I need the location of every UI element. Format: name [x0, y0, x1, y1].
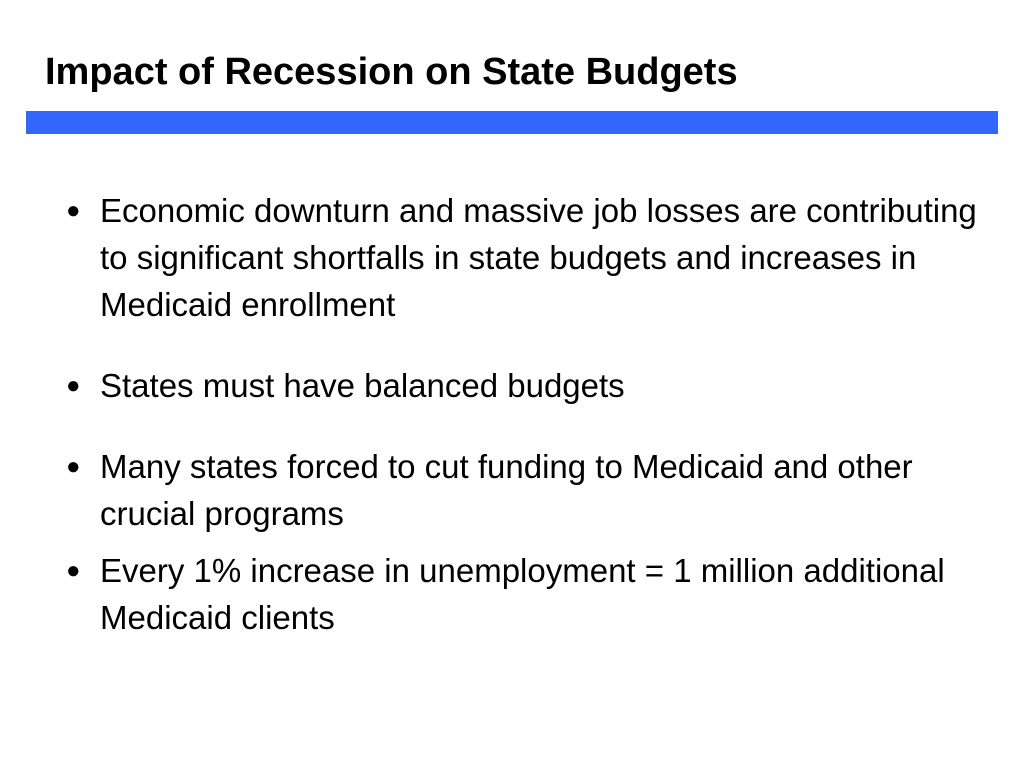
bullet-dot-icon: ● — [66, 372, 81, 399]
bullet-text: Economic downturn and massive job losses are contributing to significant shortfalls in state budgets and increases in Medicaid enrollment — [100, 192, 977, 323]
bullet-text: Many states forced to cut funding to Medicaid and other crucial programs — [100, 448, 913, 532]
bullet-item-2 — [58, 362, 988, 409]
slide-title: Impact of Recession on State Budgets — [45, 51, 738, 93]
bullet-list — [58, 187, 988, 641]
bullet-dot-icon: ● — [66, 197, 81, 224]
bullet-dot-icon: ● — [66, 557, 81, 584]
bullet-text: Every 1% increase in unemployment = 1 million additional Medicaid clients — [100, 552, 945, 636]
bullet-item-4 — [58, 547, 988, 641]
bullet-item-3 — [58, 443, 988, 537]
bullet-dot-icon: ● — [66, 453, 81, 480]
bullet-item-1 — [58, 187, 988, 328]
title-underline-bar — [26, 111, 998, 134]
bullet-text: States must have balanced budgets — [100, 367, 625, 404]
